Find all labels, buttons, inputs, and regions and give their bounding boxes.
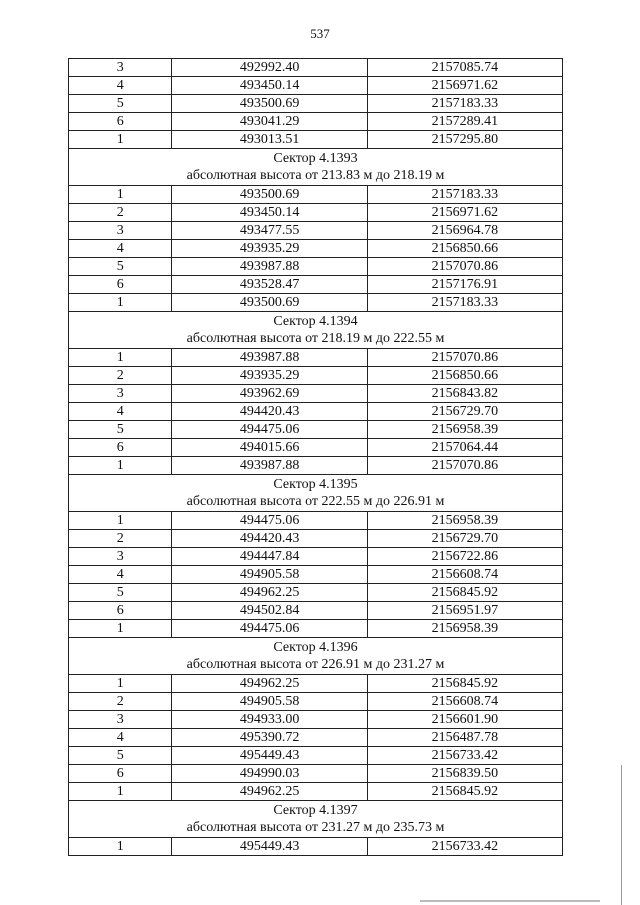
coordinates-table-body (69, 59, 563, 856)
coordinate-y: 2157070.86 (367, 457, 562, 475)
table-row (69, 113, 563, 131)
coordinate-y: 2156601.90 (367, 711, 562, 729)
page-number: 537 (310, 26, 330, 41)
sector-header (69, 312, 563, 349)
point-number: 1 (69, 512, 172, 530)
sector-altitude-range: абсолютная высота от 213.83 м до 218.19 м (186, 168, 445, 183)
coordinates-table (68, 58, 563, 856)
table-row (69, 403, 563, 421)
point-number: 2 (69, 367, 172, 385)
coordinate-y: 2156839.50 (367, 765, 562, 783)
coordinate-x: 494420.43 (172, 530, 367, 548)
table-row (69, 95, 563, 113)
coordinate-x: 494447.84 (172, 548, 367, 566)
coordinate-y: 2156958.39 (367, 421, 562, 439)
coordinate-y: 2156608.74 (367, 566, 562, 584)
coordinate-y: 2156733.42 (367, 838, 562, 856)
coordinate-y: 2156722.86 (367, 548, 562, 566)
coordinate-x: 493987.88 (172, 258, 367, 276)
point-number: 4 (69, 729, 172, 747)
sector-header (69, 801, 563, 838)
point-number: 6 (69, 439, 172, 457)
coordinate-x: 493477.55 (172, 222, 367, 240)
coordinate-x: 494015.66 (172, 439, 367, 457)
coordinate-x: 493500.69 (172, 186, 367, 204)
table-row (69, 747, 563, 765)
sector-header-row (69, 638, 563, 675)
table-row (69, 421, 563, 439)
coordinate-y: 2156487.78 (367, 729, 562, 747)
sector-title: Сектор 4.1395 (273, 477, 358, 492)
coordinate-x: 494905.58 (172, 693, 367, 711)
sector-altitude-range: абсолютная высота от 231.27 м до 235.73 м (186, 820, 445, 835)
scan-edge-mark (621, 765, 640, 905)
point-number: 5 (69, 584, 172, 602)
table-row (69, 439, 563, 457)
table-row (69, 385, 563, 403)
scan-bottom-mark (420, 900, 600, 902)
point-number: 4 (69, 77, 172, 95)
coordinate-y: 2156850.66 (367, 240, 562, 258)
coordinate-y: 2156729.70 (367, 403, 562, 421)
coordinate-y: 2156608.74 (367, 693, 562, 711)
table-row (69, 367, 563, 385)
coordinate-y: 2156951.97 (367, 602, 562, 620)
point-number: 3 (69, 222, 172, 240)
coordinate-y: 2156958.39 (367, 512, 562, 530)
table-row (69, 729, 563, 747)
table-row (69, 566, 563, 584)
table-row (69, 620, 563, 638)
table-row (69, 294, 563, 312)
coordinate-y: 2157183.33 (367, 186, 562, 204)
table-row (69, 548, 563, 566)
table-row (69, 131, 563, 149)
coordinate-y: 2157183.33 (367, 294, 562, 312)
coordinate-x: 494962.25 (172, 783, 367, 801)
coordinate-x: 493935.29 (172, 240, 367, 258)
coordinate-x: 494475.06 (172, 512, 367, 530)
point-number: 5 (69, 95, 172, 113)
point-number: 1 (69, 131, 172, 149)
coordinate-x: 495390.72 (172, 729, 367, 747)
sector-altitude-range: абсолютная высота от 226.91 м до 231.27 м (186, 657, 445, 672)
coordinate-x: 494933.00 (172, 711, 367, 729)
coordinate-x: 494475.06 (172, 421, 367, 439)
coordinate-y: 2157070.86 (367, 349, 562, 367)
coordinate-x: 493500.69 (172, 294, 367, 312)
coordinate-x: 494502.84 (172, 602, 367, 620)
coordinate-y: 2156843.82 (367, 385, 562, 403)
coordinate-x: 493450.14 (172, 77, 367, 95)
coordinate-x: 493987.88 (172, 349, 367, 367)
point-number: 1 (69, 294, 172, 312)
sector-header-row (69, 312, 563, 349)
point-number: 5 (69, 258, 172, 276)
coordinate-y: 2157183.33 (367, 95, 562, 113)
coordinate-y: 2156845.92 (367, 783, 562, 801)
point-number: 4 (69, 240, 172, 258)
sector-title: Сектор 4.1393 (273, 151, 358, 166)
sector-title: Сектор 4.1394 (273, 314, 358, 329)
coordinate-y: 2156964.78 (367, 222, 562, 240)
table-row (69, 765, 563, 783)
sector-altitude-range: абсолютная высота от 222.55 м до 226.91 м (186, 494, 445, 509)
coordinate-x: 493962.69 (172, 385, 367, 403)
coordinate-x: 493528.47 (172, 276, 367, 294)
table-row (69, 276, 563, 294)
coordinate-y: 2157176.91 (367, 276, 562, 294)
coordinate-y: 2157085.74 (367, 59, 562, 77)
table-row (69, 783, 563, 801)
coordinate-y: 2156958.39 (367, 620, 562, 638)
coordinate-x: 493987.88 (172, 457, 367, 475)
point-number: 1 (69, 349, 172, 367)
point-number: 3 (69, 548, 172, 566)
sector-header-row (69, 149, 563, 186)
table-row (69, 457, 563, 475)
point-number: 6 (69, 765, 172, 783)
coordinate-x: 493935.29 (172, 367, 367, 385)
point-number: 1 (69, 620, 172, 638)
sector-altitude-range: абсолютная высота от 218.19 м до 222.55 м (186, 331, 445, 346)
coordinate-x: 494990.03 (172, 765, 367, 783)
coordinate-y: 2156733.42 (367, 747, 562, 765)
coordinate-y: 2156971.62 (367, 204, 562, 222)
point-number: 1 (69, 783, 172, 801)
coordinate-y: 2156845.92 (367, 675, 562, 693)
coordinate-x: 493450.14 (172, 204, 367, 222)
table-row (69, 711, 563, 729)
coordinate-x: 492992.40 (172, 59, 367, 77)
coordinate-x: 494905.58 (172, 566, 367, 584)
point-number: 6 (69, 113, 172, 131)
table-row (69, 602, 563, 620)
point-number: 5 (69, 421, 172, 439)
coordinate-y: 2157064.44 (367, 439, 562, 457)
table-row (69, 693, 563, 711)
sector-header (69, 149, 563, 186)
table-row (69, 512, 563, 530)
sector-title: Сектор 4.1396 (273, 640, 358, 655)
table-row (69, 240, 563, 258)
coordinate-y: 2157070.86 (367, 258, 562, 276)
table-row (69, 77, 563, 95)
table-row (69, 258, 563, 276)
coordinate-x: 495449.43 (172, 838, 367, 856)
coordinate-x: 493041.29 (172, 113, 367, 131)
point-number: 4 (69, 403, 172, 421)
point-number: 3 (69, 711, 172, 729)
coordinate-y: 2156729.70 (367, 530, 562, 548)
point-number: 2 (69, 204, 172, 222)
point-number: 3 (69, 59, 172, 77)
point-number: 2 (69, 693, 172, 711)
coordinate-x: 494475.06 (172, 620, 367, 638)
coordinate-x: 494420.43 (172, 403, 367, 421)
coordinate-y: 2156971.62 (367, 77, 562, 95)
point-number: 1 (69, 675, 172, 693)
coordinate-y: 2156850.66 (367, 367, 562, 385)
table-row (69, 186, 563, 204)
table-row (69, 838, 563, 856)
coordinate-y: 2157289.41 (367, 113, 562, 131)
coordinate-x: 494962.25 (172, 584, 367, 602)
point-number: 3 (69, 385, 172, 403)
coordinate-y: 2157295.80 (367, 131, 562, 149)
sector-title: Сектор 4.1397 (273, 803, 358, 818)
sector-header-row (69, 475, 563, 512)
sector-header-row (69, 801, 563, 838)
coordinate-x: 494962.25 (172, 675, 367, 693)
coordinate-y: 2156845.92 (367, 584, 562, 602)
table-row (69, 530, 563, 548)
point-number: 1 (69, 186, 172, 204)
point-number: 4 (69, 566, 172, 584)
point-number: 2 (69, 530, 172, 548)
point-number: 6 (69, 602, 172, 620)
point-number: 1 (69, 457, 172, 475)
sector-header (69, 638, 563, 675)
table-row (69, 584, 563, 602)
table-row (69, 222, 563, 240)
table-row (69, 675, 563, 693)
point-number: 6 (69, 276, 172, 294)
coordinate-x: 493013.51 (172, 131, 367, 149)
coordinate-x: 495449.43 (172, 747, 367, 765)
table-row (69, 349, 563, 367)
coordinate-x: 493500.69 (172, 95, 367, 113)
sector-header (69, 475, 563, 512)
table-row (69, 204, 563, 222)
point-number: 1 (69, 838, 172, 856)
point-number: 5 (69, 747, 172, 765)
table-row (69, 59, 563, 77)
